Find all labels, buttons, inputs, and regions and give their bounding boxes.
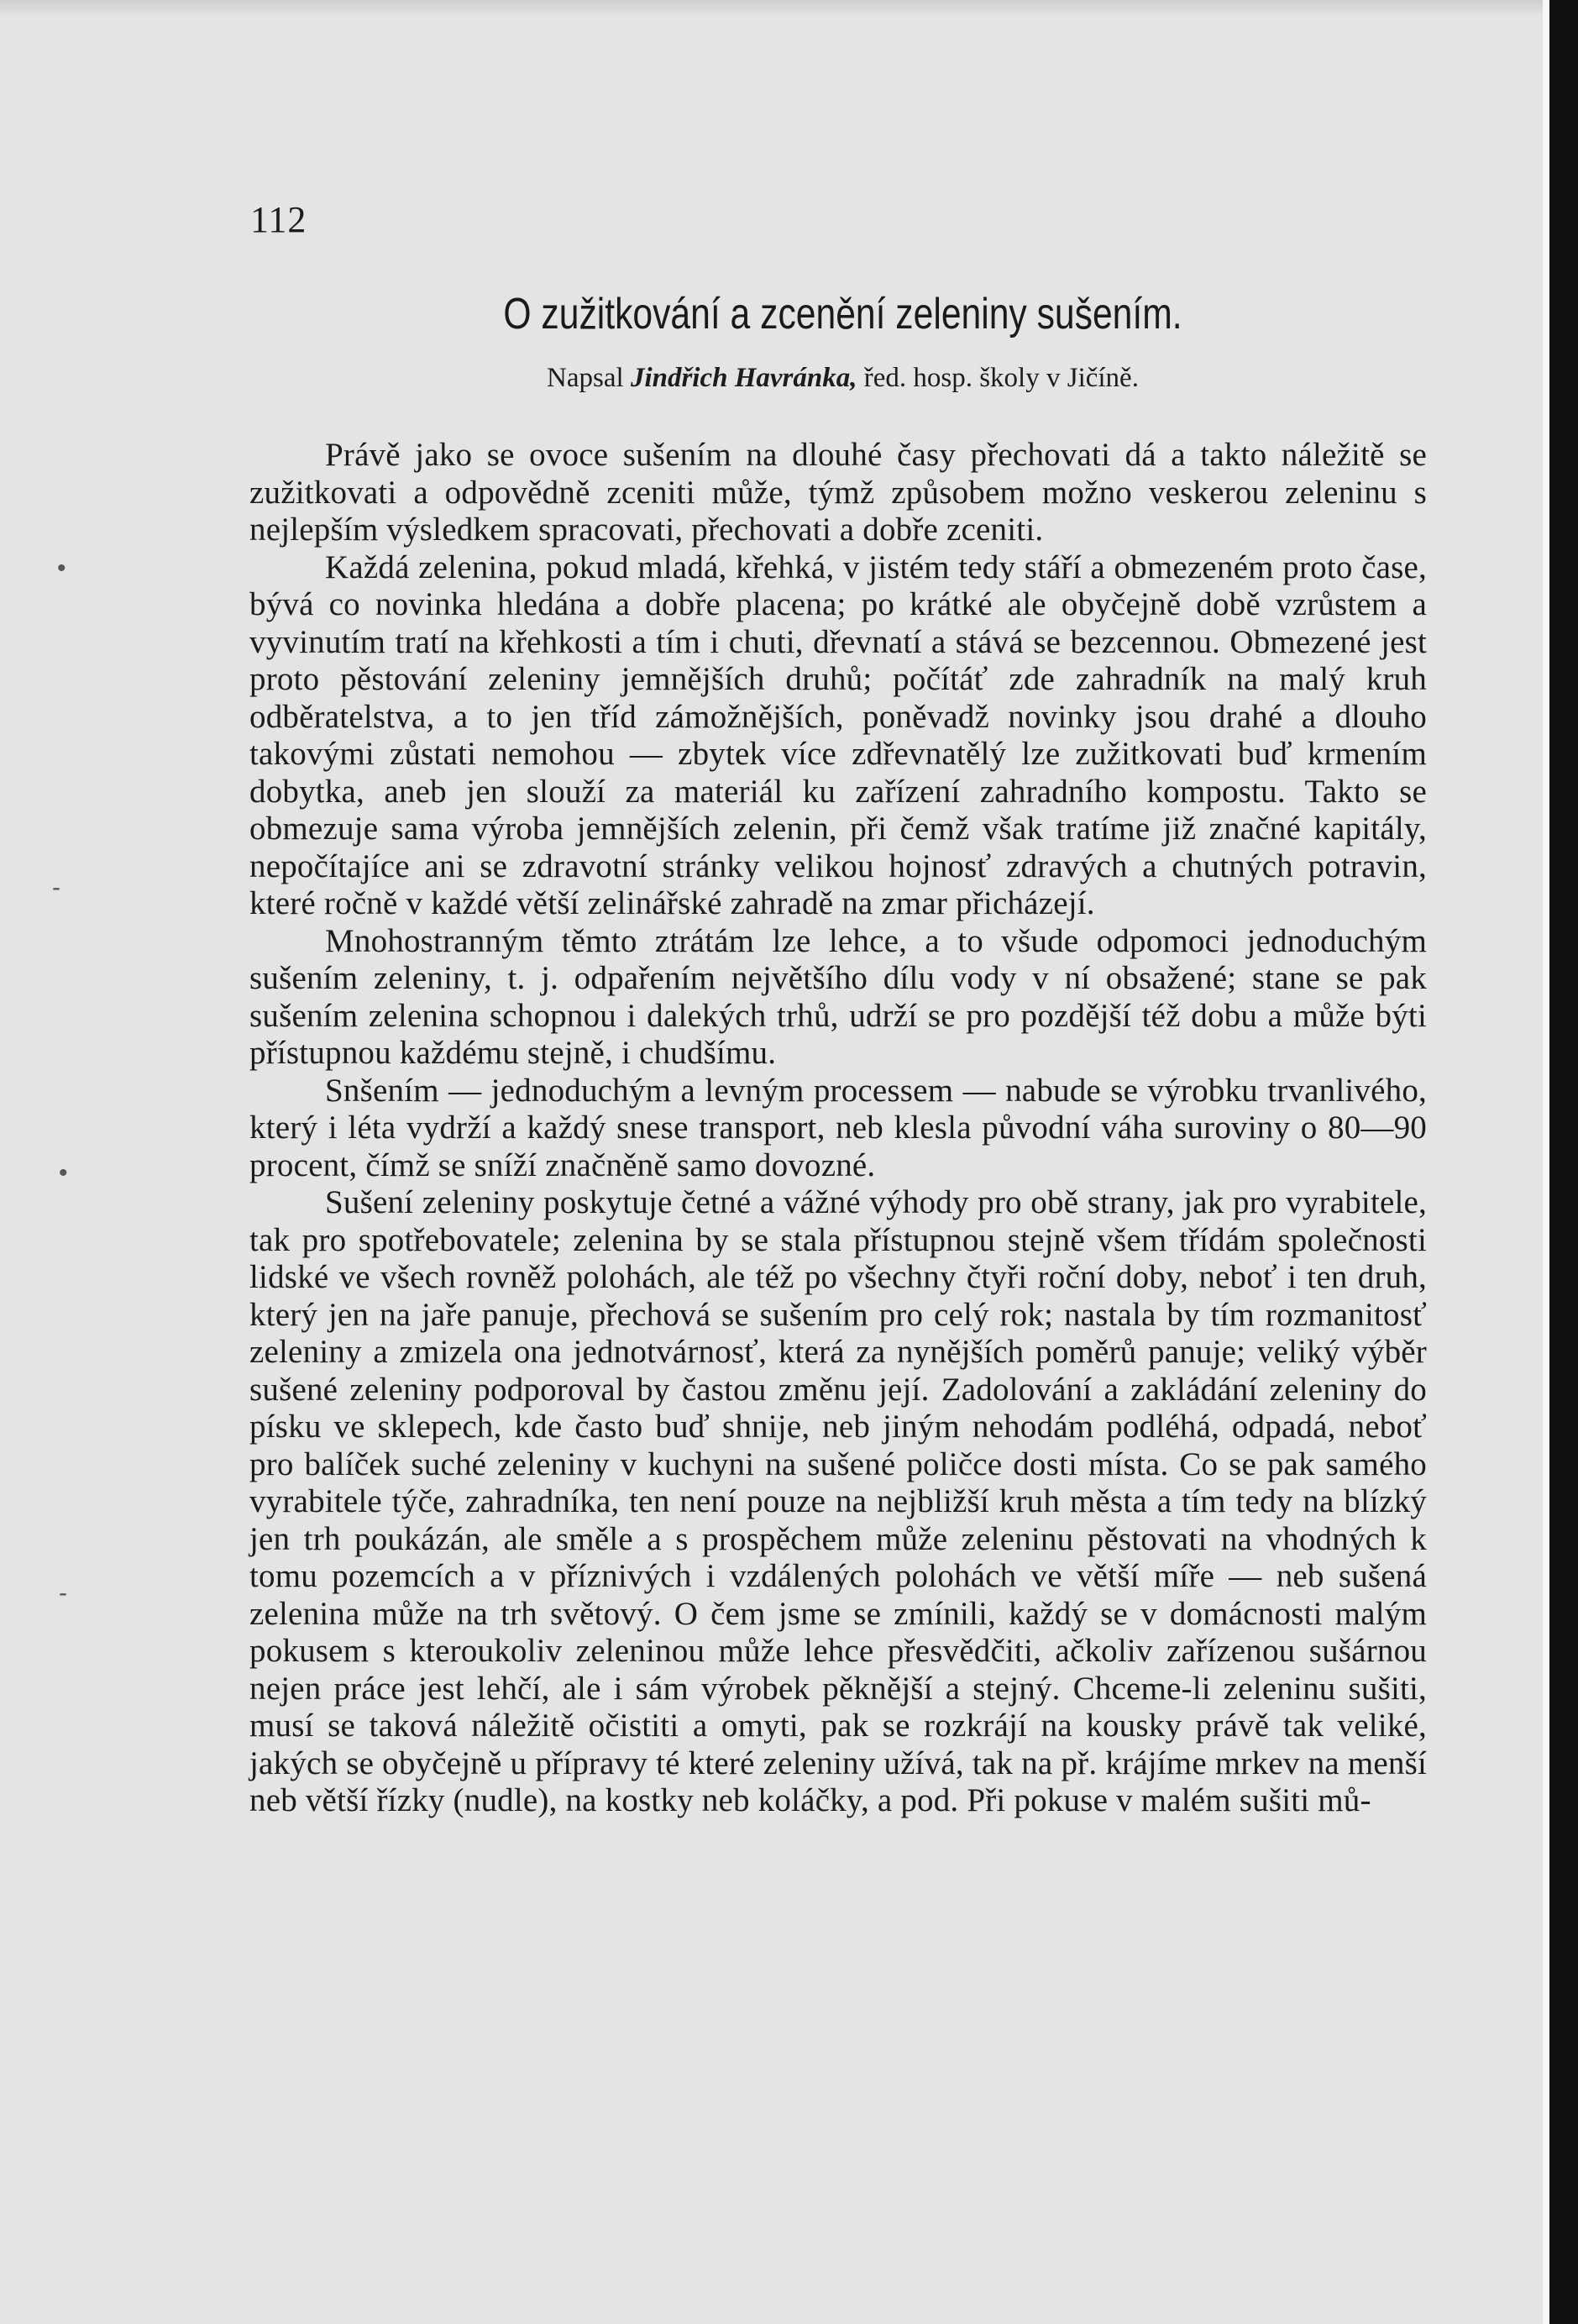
page-number: 112: [250, 199, 307, 240]
article-title: O zužitkování a zcenění zeleniny sušením.: [503, 290, 1182, 338]
byline-suffix: řed. hosp. školy v Jičíně.: [863, 363, 1139, 393]
paragraph: Každá zelenina, pokud mladá, křehká, v jistém tedy stáří a obmezeném proto čase, bývá co novinka hledána a dobře placena; po krátké ale obyčejně době vzrůstem a vyvinutím tratí na křehkosti a tím i chuti, dřevnatí a stává se bezcennou. Obmezené jest proto pěstování zeleniny jemnějších druhů; počítáť zde zahradník na malý kruh odběratelstva, a to jen tříd zámožnějších, poněvadž novinky jsou drahé a dlouho takovými zůstati nemohou — zbytek více zdřevnatělý lze zužitkovati buď krmením dobytka, aneb jen slouží za materiál ku zařízení zahradního kompostu. Takto se obmezuje sama výroba jemnějších zelenin, při čemž však tratíme již značné kapitály, nepočítajíce ani se zdravotní stránky velikou hojnosť zdravých a chutných potravin, které ročně v každé větší zelinářské zahradě na zmar přicházejí.: [249, 548, 1427, 921]
paragraph: Právě jako se ovoce sušením na dlouhé časy přechovati dá a takto náležitě se zužitkovati a odpovědně zceniti může, týmž způsobem možno veskerou zeleninu s nejlepším výsledkem spracovati, přechovati a dobře zceniti.: [249, 437, 1427, 548]
byline-prefix: Napsal: [547, 363, 624, 393]
margin-speck: -: [52, 873, 60, 901]
article-body: [249, 437, 1427, 1820]
scan-border: [1549, 0, 1578, 2324]
page-edge-highlight: [1543, 0, 1549, 2324]
paragraph: Sušení zeleniny poskytuje četné a vážné výhody pro obě strany, jak pro vyrabitele, tak pro spotřebovatele; zelenina by se stala přístupnou stejně všem třídám společnosti lidské ve všech rovněž polohách, ale též po všechny čtyři roční doby, neboť i ten druh, který jen na jaře panuje, přechová se sušením pro celý rok; nastala by tím rozmanitosť zeleniny a zmizela ona jednotvárnosť, která za nynějších poměrů panuje; veliký výběr sušené zeleniny podporoval by častou změnu její. Zadolování a zakládání zeleniny do písku ve sklepech, kde často buď shnije, neb jiným nehodám podléhá, odpadá, neboť pro balíček suché zeleniny v kuchyni na sušené poličce dosti místa. Co se pak samého vyrabitele týče, zahradníka, ten není pouze na nejbližší kruh města a tím tedy na blízký jen trh poukázán, ale směle a s prospěchem může zeleninu pěstovati na vhodných k tomu pozemcích a v příznivých i vzdálených polohách ve větší míře — neb sušená zelenina může na trh světový. O čem jsme se zmínili, každý se v domácnosti malým pokusem s kteroukoliv zeleninou může lehce přesvědčiti, ačkoliv zařízenou sušárnou nejen práce jest lehčí, ale i sám výrobek pěknější a stejný. Chceme-li zeleninu sušiti, musí se taková náležitě očistiti a omyti, pak se rozkrájí na kousky právě tak veliké, jakých se obyčejně u přípravy té které zeleniny užívá, tak na př. krájíme mrkev na menší neb větší řízky (nudle), na kostky neb koláčky, a pod. Při pokuse v malém sušiti mů-: [249, 1184, 1427, 1818]
scan-top-shadow: [0, 0, 1549, 17]
paragraph: Mnohostranným těmto ztrátám lze lehce, a to všude odpomoci jednoduchým sušením zeleniny, t. j. odpařením největšího dílu vody v ní obsažené; stane se pak sušením zelenina schopnou i dalekých trhů, udrží se pro pozdější též dobu a může býti přístupnou každému stejně, i chudšímu.: [249, 922, 1427, 1071]
margin-speck: •: [59, 1159, 68, 1187]
margin-speck: -: [59, 1579, 67, 1607]
margin-speck: •: [57, 554, 66, 582]
byline-author: Jindřich Havránka,: [630, 363, 857, 393]
article-byline: [252, 363, 1434, 394]
paragraph: Snšením — jednoduchým a levným processem — nabude se výrobku trvanlivého, který i léta vydrží a každý snese transport, neb klesla původní váha suroviny o 80—90 procent, čímž se sníží značněně samo dovozné.: [249, 1072, 1427, 1183]
